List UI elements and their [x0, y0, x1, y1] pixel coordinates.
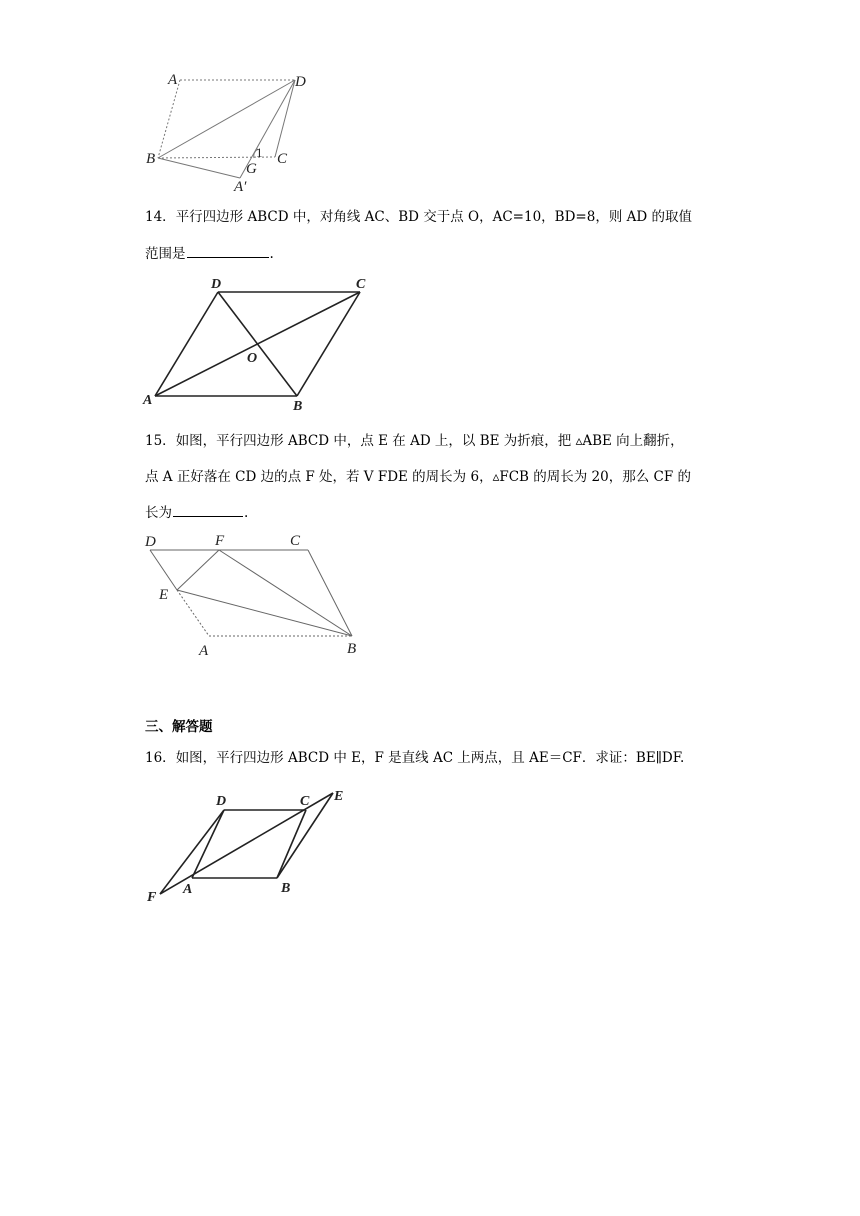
label-b: B — [347, 641, 357, 657]
label-angle-1: 1 — [256, 145, 263, 160]
label-c: C — [277, 151, 288, 167]
label-d: D — [145, 534, 156, 550]
label-d: D — [216, 794, 227, 809]
q15-number: 15． — [145, 433, 176, 449]
q15-text-1: 如图，平行四边形 ABCD 中，点 E 在 AD 上，以 BE 为折痕，把 ▵ABE 向上翻折， — [175, 433, 684, 449]
edge-dc — [275, 80, 295, 157]
label-f: F — [215, 533, 225, 549]
figure-q13 — [140, 65, 320, 195]
section-title: 三、解答题 — [145, 719, 213, 735]
q15-line-3: 长为 . — [145, 502, 248, 523]
label-a: A — [168, 72, 178, 88]
edge-cb — [308, 550, 352, 636]
diagonal-bd — [158, 80, 295, 158]
q14-text-1: 平行四边形 ABCD 中，对角线 AC、BD 交于点 O，AC=10，BD=8，则 AD 的取值 — [175, 209, 692, 225]
edge-de — [150, 550, 177, 590]
q14-line-2: 范围是 . — [145, 243, 274, 264]
q14-line-1 — [145, 207, 692, 227]
edge-ef — [177, 550, 219, 590]
figure-q15 — [140, 530, 380, 665]
label-b: B — [293, 399, 303, 414]
label-c: C — [356, 277, 366, 292]
edge-eb — [177, 590, 352, 636]
label-o: O — [247, 351, 258, 366]
figure-q14 — [140, 272, 380, 417]
label-a: A — [183, 882, 193, 897]
edge-fb — [219, 550, 352, 636]
diagonal-bd — [218, 292, 297, 396]
q16-number: 16． — [145, 750, 176, 766]
figure-q16 — [140, 785, 370, 910]
q15-line-1 — [145, 431, 684, 451]
label-g: G — [246, 161, 257, 177]
q16-line-1 — [145, 748, 684, 768]
label-a-prime: A′ — [234, 179, 247, 195]
q14-answer-blank[interactable] — [187, 243, 269, 258]
q16-text: 如图，平行四边形 ABCD 中 E，F 是直线 AC 上两点，且 AE＝CF．求证：BE∥DF. — [175, 750, 685, 766]
label-e: E — [159, 587, 169, 603]
label-b: B — [281, 881, 291, 896]
label-e: E — [334, 789, 344, 804]
label-c: C — [300, 794, 310, 809]
label-b: B — [146, 151, 156, 167]
label-a: A — [199, 643, 209, 659]
label-a: A — [143, 393, 153, 408]
edge-ab — [158, 80, 180, 158]
label-c: C — [290, 533, 301, 549]
q15-answer-blank[interactable] — [173, 502, 243, 517]
q14-text-2: 范围是 — [145, 246, 186, 262]
q15-text-2: 点 A 正好落在 CD 边的点 F 处，若 V FDE 的周长为 6，▵FCB 的周长为 20，那么 CF 的 — [145, 469, 691, 485]
q14-number: 14． — [145, 209, 176, 225]
label-f: F — [147, 890, 157, 905]
edge-da — [192, 810, 224, 878]
q15-text-3: 长为 — [145, 505, 172, 521]
edge-cb — [277, 810, 306, 878]
label-d: D — [211, 277, 222, 292]
label-d: D — [295, 74, 306, 90]
q15-line-2 — [145, 467, 691, 487]
edge-ba-prime — [158, 158, 240, 178]
